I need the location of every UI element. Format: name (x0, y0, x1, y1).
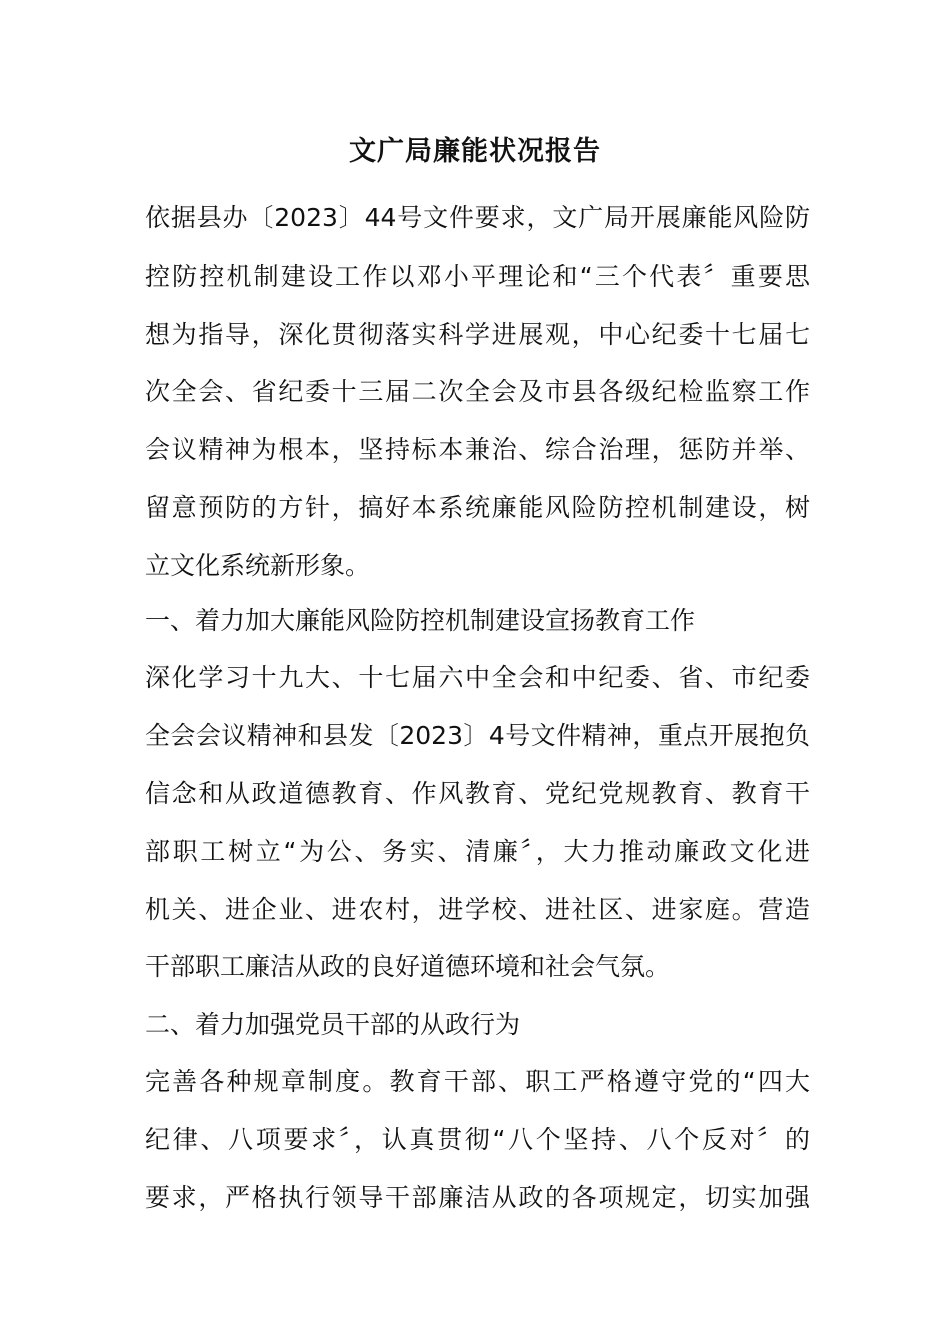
text-line-16: 完善各种规章制度。教育干部、职工严格遵守党的“四大 (145, 1067, 810, 1096)
text-line-11: 信念和从政道德教育、作风教育、党纪党规教育、教育干 (145, 779, 810, 808)
section-heading-2: 二、着力加强党员干部的从政行为 (145, 1010, 521, 1039)
text-line-5: 会议精神为根本，坚持标本兼治、综合治理，惩防并举、 (145, 435, 810, 464)
text-line-1: 依据县办〔2023〕44号文件要求，文广局开展廉能风险防 (145, 203, 810, 232)
text-line-13: 机关、进企业、进农村，进学校、进社区、进家庭。营造 (145, 895, 810, 924)
text-line-2: 控防控机制建设工作以邓小平理论和“三个代表〞重要思 (145, 262, 810, 291)
page-title: 文广局廉能状况报告 (349, 136, 601, 167)
text-line-10: 全会会议精神和县发〔2023〕4号文件精神，重点开展抱负 (145, 721, 810, 750)
text-line-4: 次全会、省纪委十三届二次全会及市县各级纪检监察工作 (145, 377, 810, 406)
section-heading-1: 一、着力加大廉能风险防控机制建设宣扬教育工作 (145, 606, 696, 635)
text-line-14: 干部职工廉洁从政的良好道德环境和社会气氛。 (145, 952, 671, 981)
text-line-18: 要求，严格执行领导干部廉洁从政的各项规定，切实加强 (145, 1183, 810, 1212)
text-line-6: 留意预防的方针，搞好本系统廉能风险防控机制建设，树 (145, 493, 810, 522)
text-line-7: 立文化系统新形象。 (145, 551, 371, 580)
text-line-12: 部职工树立“为公、务实、清廉〞，大力推动廉政文化进 (145, 837, 810, 866)
text-line-3: 想为指导，深化贯彻落实科学进展观，中心纪委十七届七 (145, 320, 810, 349)
text-line-17: 纪律、八项要求〞，认真贯彻“八个坚持、八个反对〞的 (145, 1125, 810, 1154)
text-line-9: 深化学习十九大、十七届六中全会和中纪委、省、市纪委 (145, 663, 810, 692)
